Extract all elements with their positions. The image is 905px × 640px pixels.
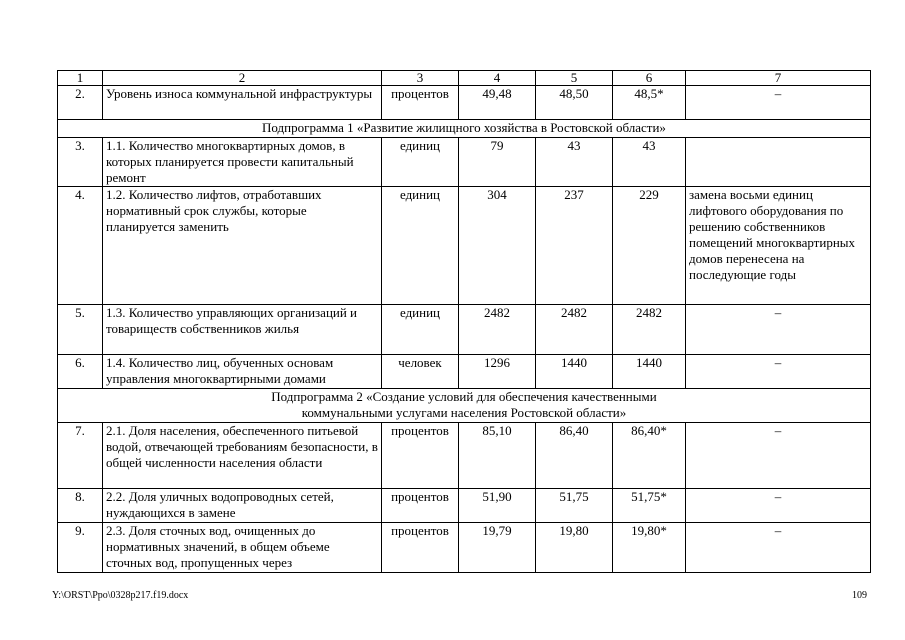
value-col4: 49,48	[459, 86, 536, 120]
unit-cell: процентов	[382, 86, 459, 120]
col-header: 5	[536, 71, 613, 86]
col-header: 6	[613, 71, 686, 86]
value-col4: 85,10	[459, 423, 536, 489]
table-row	[58, 423, 871, 489]
note-cell	[686, 138, 871, 187]
note-cell: замена восьми единиц лифтового оборудования по решению собственников помещений многоквартирных домов перенесена на последующие годы	[686, 187, 871, 305]
indicator-name: 1.3. Количество управляющих организаций и товариществ собственников жилья	[103, 305, 382, 355]
value-col4: 1296	[459, 355, 536, 389]
unit-cell: процентов	[382, 423, 459, 489]
unit-cell: человек	[382, 355, 459, 389]
table-row	[58, 355, 871, 389]
indicator-name: 1.2. Количество лифтов, отработавших нормативный срок службы, которые планируется заменить	[103, 187, 382, 305]
value-col6: 1440	[613, 355, 686, 389]
value-col6: 51,75*	[613, 489, 686, 523]
value-col5: 19,80	[536, 523, 613, 573]
indicator-name: Уровень износа коммунальной инфраструктуры	[103, 86, 382, 120]
value-col6: 48,5*	[613, 86, 686, 120]
col-header: 3	[382, 71, 459, 86]
col-header: 4	[459, 71, 536, 86]
note-cell: –	[686, 305, 871, 355]
value-col4: 51,90	[459, 489, 536, 523]
value-col5: 237	[536, 187, 613, 305]
value-col5: 48,50	[536, 86, 613, 120]
value-col5: 2482	[536, 305, 613, 355]
unit-cell: единиц	[382, 138, 459, 187]
row-index: 2.	[58, 86, 103, 120]
subprogram-title: Подпрограмма 1 «Развитие жилищного хозяйства в Ростовской области»	[58, 120, 871, 138]
table-row	[58, 138, 871, 187]
table-row	[58, 523, 871, 573]
table-row	[58, 489, 871, 523]
value-col5: 51,75	[536, 489, 613, 523]
table-row	[58, 187, 871, 305]
row-index: 6.	[58, 355, 103, 389]
value-col4: 79	[459, 138, 536, 187]
value-col4: 304	[459, 187, 536, 305]
indicator-name: 2.1. Доля населения, обеспеченного питьевой водой, отвечающей требованиям безопасности, в общей численности населения области	[103, 423, 382, 489]
row-index: 8.	[58, 489, 103, 523]
value-col6: 229	[613, 187, 686, 305]
value-col5: 86,40	[536, 423, 613, 489]
value-col4: 2482	[459, 305, 536, 355]
section-row	[58, 389, 871, 423]
section-row	[58, 120, 871, 138]
col-header: 1	[58, 71, 103, 86]
note-cell: –	[686, 355, 871, 389]
footer-file-path: Y:\ORST\Ppo\0328p217.f19.docx	[52, 590, 189, 601]
unit-cell: процентов	[382, 523, 459, 573]
unit-cell: процентов	[382, 489, 459, 523]
indicator-name: 2.2. Доля уличных водопроводных сетей, нуждающихся в замене	[103, 489, 382, 523]
row-index: 5.	[58, 305, 103, 355]
col-header: 2	[103, 71, 382, 86]
note-cell: –	[686, 86, 871, 120]
row-index: 7.	[58, 423, 103, 489]
unit-cell: единиц	[382, 305, 459, 355]
note-cell: –	[686, 423, 871, 489]
value-col4: 19,79	[459, 523, 536, 573]
unit-cell: единиц	[382, 187, 459, 305]
indicators-table	[57, 70, 871, 573]
indicator-name: 1.4. Количество лиц, обученных основам управления многоквартирными домами	[103, 355, 382, 389]
row-index: 3.	[58, 138, 103, 187]
table-row	[58, 305, 871, 355]
note-cell: –	[686, 523, 871, 573]
indicator-name: 1.1. Количество многоквартирных домов, в которых планируется провести капитальный ремонт	[103, 138, 382, 187]
value-col6: 19,80*	[613, 523, 686, 573]
value-col6: 43	[613, 138, 686, 187]
subprogram-title: Подпрограмма 2 «Создание условий для обеспечения качественными коммунальными услугами населения Ростовской области»	[58, 389, 871, 423]
table-row	[58, 86, 871, 120]
row-index: 9.	[58, 523, 103, 573]
page-number: 109	[852, 590, 867, 601]
note-cell: –	[686, 489, 871, 523]
value-col6: 86,40*	[613, 423, 686, 489]
table-header-row	[58, 71, 871, 86]
value-col6: 2482	[613, 305, 686, 355]
value-col5: 43	[536, 138, 613, 187]
row-index: 4.	[58, 187, 103, 305]
value-col5: 1440	[536, 355, 613, 389]
col-header: 7	[686, 71, 871, 86]
indicator-name: 2.3. Доля сточных вод, очищенных до нормативных значений, в общем объеме сточных вод, пропущенных через	[103, 523, 382, 573]
